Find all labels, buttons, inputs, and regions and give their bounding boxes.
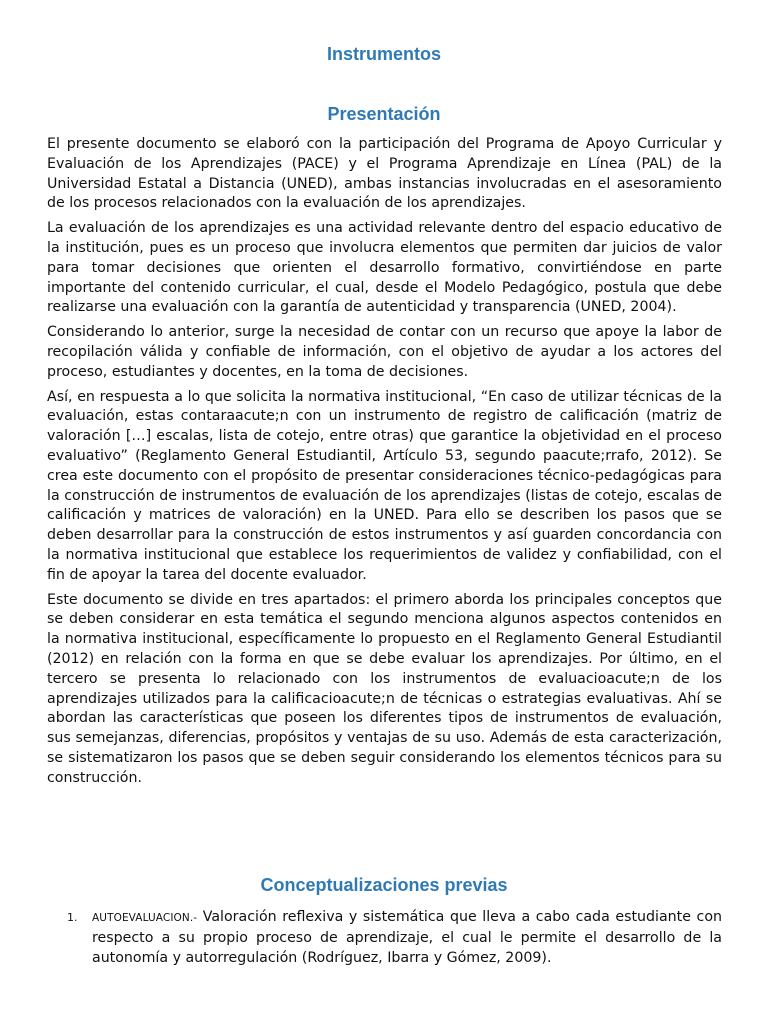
- document-title: Instrumentos: [326, 44, 441, 64]
- definitions-list: [47, 908, 722, 968]
- list-item-number: 1.: [67, 911, 78, 924]
- paragraph: El presente documento se elaboró con la participación del Programa de Apoyo Curricular y Evaluación de los Aprendizajes (PACE) y el Programa Aprendizaje en Línea (PAL) de la Universidad Estatal a Distancia (UNED), ambas instancias involucradas en el asesoramiento de los procesos relacionados con la evaluación de los aprendizajes.: [47, 136, 722, 212]
- paragraph: La evaluación de los aprendizajes es una actividad relevante dentro del espacio educativo de la institución, pues es un proceso que involucra elementos que permiten dar juicios de valor para tomar decisiones que orienten el desarrollo formativo, convirtiéndose en parte importante del contenido curricular, el cual, desde el Modelo Pedagógico, postula que debe realizarse una evaluación con la garantía de autenticidad y transparencia (UNED, 2004).: [47, 220, 722, 316]
- paragraph: Este documento se divide en tres apartados: el primero aborda los principales conceptos que se deben considerar en esta temática el segundo menciona algunos aspectos contenidos en la normativa institucional, específicamente lo propuesto en el Reglamento General Estudiantil (2012) en relación con la forma en que se debe evaluar los aprendizajes. Por último, en el tercero se presenta lo relacionado con los instrumentos de evaluacioacute;n de los aprendizajes utilizados para la calificacioacute;n de técnicas o estrategias evaluativas. Ahí se abordan las características que poseen los diferentes tipos de instrumentos de evaluación, sus semejanzas, diferencias, propósitos y ventajas de su uso. Además de esta caracterización, se sistematizaron los pasos que se deben seguir considerando los elementos técnicos para su construcción.: [47, 591, 722, 786]
- list-item-term: AUTOEVALUACION.-: [92, 912, 198, 924]
- presentacion-body: [47, 135, 722, 794]
- section-heading-conceptualizaciones: Conceptualizaciones previas: [260, 875, 508, 895]
- list-item-text: Valoración reflexiva y sistemática que lleva a cabo cada estudiante con respecto a su propio proceso de aprendizaje, el cual le permite el desarrollo de la autonomía y autorregulación (Rodríguez, Ibarra y Gómez, 2009).: [92, 909, 722, 966]
- list-item: [47, 908, 722, 968]
- paragraph: Considerando lo anterior, surge la necesidad de contar con un recurso que apoye la labor de recopilación válida y confiable de información, con el objetivo de ayudar a los actores del proceso, estudiantes y docentes, en la toma de decisiones.: [47, 324, 722, 380]
- section-heading-presentacion: Presentación: [327, 104, 441, 124]
- paragraph: Así, en respuesta a lo que solicita la normativa institucional, “En caso de utilizar técnicas de la evaluación, estas contaraacute;n con un instrumento de registro de calificación (matriz de valoración […] escalas, lista de cotejo, entre otras) que garantice la objetividad en el proceso evaluativo” (Reglamento General Estudiantil, Artículo 53, segundo paacute;rrafo, 2012). Se crea este documento con el propósito de presentar consideraciones técnico-pedagógicas para la construcción de instrumentos de evaluación de los aprendizajes (listas de cotejo, escalas de calificación y matrices de valoración) en la UNED. Para ello se describen los pasos que se deben desarrollar para la construcción de estos instrumentos y así guarden concordancia con la normativa institucional que establece los requerimientos de validez y confiabilidad, con el fin de apoyar la tarea del docente evaluador.: [47, 388, 722, 583]
